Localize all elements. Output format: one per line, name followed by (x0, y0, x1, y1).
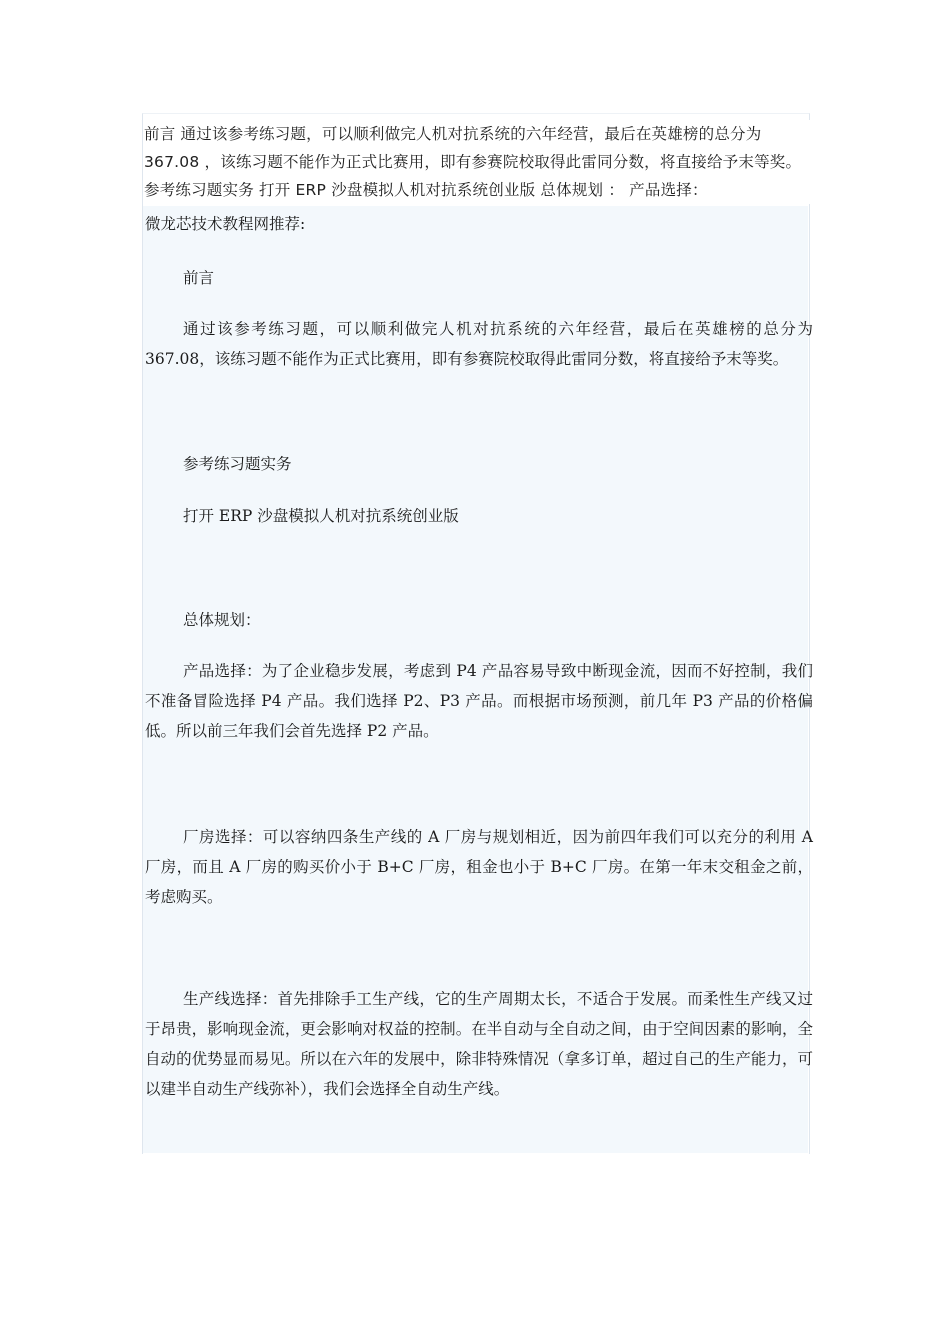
planning-heading: 总体规划： (183, 611, 261, 629)
open-system-line: 打开 ERP 沙盘模拟人机对抗系统创业版 (183, 507, 459, 525)
product-selection-paragraph: 产品选择：为了企业稳步发展，考虑到 P4 产品容易导致中断现金流，因而不好控制，我们不准备冒险选择 P4 产品。我们选择 P2、P3 产品。而根据市场预测，前几年 P3 产品的价格偏低。所以前三年我们会首先选择 P2 产品。 (145, 662, 813, 740)
preface-paragraph: 通过该参考练习题，可以顺利做完人机对抗系统的六年经营，最后在英雄榜的总分为 367.08，该练习题不能作为正式比赛用，即有参赛院校取得此雷同分数，将直接给予末等奖。 (145, 320, 813, 368)
practice-heading: 参考练习题实务 (183, 455, 292, 473)
production-line-paragraph: 生产线选择：首先排除手工生产线，它的生产周期太长，不适合于发展。而柔性生产线又过于昂贵，影响现金流，更会影响对权益的控制。在半自动与全自动之间，由于空间因素的影响，全自动的优势显而易见。所以在六年的发展中，除非特殊情况（拿多订单，超过自己的生产能力，可以建半自动生产线弥补），我们会选择全自动生产线。 (145, 990, 813, 1098)
factory-selection-paragraph: 厂房选择：可以容纳四条生产线的 A 厂房与规划相近，因为前四年我们可以充分的利用 A 厂房，而且 A 厂房的购买价小于 B+C 厂房，租金也小于 B+C 厂房。在第一年末交租金之前，考虑购买。 (145, 828, 813, 906)
preface-heading: 前言 (183, 269, 215, 287)
summary-paragraph: 前言 通过该参考练习题，可以顺利做完人机对抗系统的六年经营，最后在英雄榜的总分为 367.08 ，该练习题不能作为正式比赛用，即有参赛院校取得此雷同分数，将直接给予末等奖。 参考练习题实务 打开 ERP 沙盘模拟人机对抗系统创业版 总体规划 ： 产品选择： (144, 120, 812, 204)
recommend-line: 微龙芯技术教程网推荐: (145, 215, 306, 233)
